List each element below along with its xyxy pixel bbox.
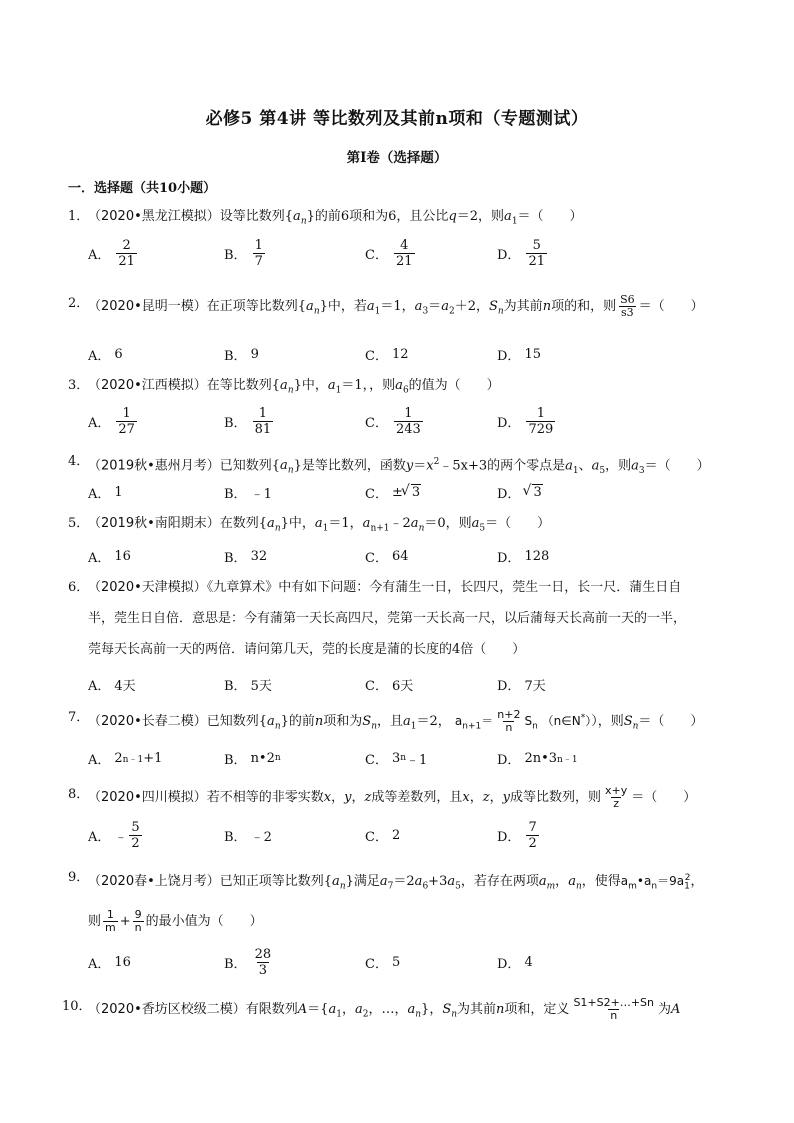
option-d[interactable]: D． 2n•3 n﹣1	[497, 750, 578, 768]
option-c[interactable]: C． 5	[365, 954, 401, 972]
option-c[interactable]: C． ± √ 3	[365, 475, 421, 509]
option-d[interactable]: D． $\frac{5}{21}$	[497, 237, 545, 269]
question-8-options	[88, 818, 728, 852]
option-b[interactable]: B． 9	[224, 346, 259, 364]
option-a[interactable]: A． 16	[88, 954, 131, 972]
option-d[interactable]: D． 4	[497, 954, 533, 972]
question-7-options	[88, 741, 728, 775]
question-9-line-2: 则 $\frac{1}{m}$ + $\frac{9}{n}$ 的最小值为（ ）	[88, 908, 263, 934]
question-9-options	[88, 945, 728, 979]
option-b[interactable]: B． ﹣2	[224, 829, 272, 845]
question-1-options	[88, 236, 728, 270]
question-4-options	[88, 475, 728, 509]
option-b[interactable]: B． n•2 n	[224, 750, 281, 768]
option-a[interactable]: A． $\frac{2}{21}$	[88, 237, 135, 269]
question-5: 5． （2019秋•南阳期末）在数列$\{a_n\}$中，$a_1=1$，$a_{n+1}﹣2a_n=0$，则$a_5=$（ ）	[68, 516, 551, 534]
question-10: 10． （2020•香坊区校级二模）有限数列$A=\{a_1$，$a_2$，…，$a_n$}，$S_n$为其前n项和，定义 $\frac{S1+S2+\dots+Sn}{n}$ 为A	[62, 996, 681, 1022]
option-c[interactable]: C． 2	[365, 827, 401, 845]
option-b[interactable]: B． $\frac{1}{7}$	[224, 237, 263, 269]
option-d[interactable]: D． 7天	[497, 678, 546, 694]
question-6-line-3: 莞每天长高前一天的两倍．请问第几天，莞的长度是蒲的长度的4倍（ ）	[88, 642, 526, 657]
option-d[interactable]: D． $\frac{7}{2}$	[497, 819, 537, 851]
option-c[interactable]: C． 12	[365, 346, 409, 364]
option-a[interactable]: A． 4天	[88, 678, 136, 694]
question-7: 7． （2020•长春二模）已知数列$\{a_n\}$的前n项和为$S_n$，且$a_1=2$， $a_{n+1}=$ $\frac{n+2}{n}$ $S_n$ （n∈N*）），则$S_n=$（ ）	[68, 708, 704, 734]
option-c[interactable]: C． 6天	[365, 678, 414, 694]
option-d[interactable]: D． 15	[497, 346, 541, 364]
option-b[interactable]: B． ﹣1	[224, 486, 272, 502]
option-c[interactable]: C． 3 n ﹣1	[365, 750, 428, 768]
option-a[interactable]: A． 2 n﹣1 +1	[88, 750, 163, 768]
question-4: 4． （2019秋•惠州月考）已知数列$\{a_n\}$是等比数列，函数$y=x^2﹣5x+3$的两个零点是$a_1$、$a_5$，则$a_3=$（ ）	[68, 454, 710, 476]
question-3: 3． （2020•江西模拟）在等比数列$\{a_n\}$中，$a_1=1$，，则$a_6$的值为（ ）	[68, 378, 500, 396]
option-c[interactable]: C． $\frac{1}{243}$	[365, 405, 421, 437]
option-b[interactable]: B． $\frac{28}{3}$	[224, 946, 272, 978]
question-2: 2． （2020•昆明一模）在正项等比数列$\{a_n\}$中，若$a_1=1$，$a_3=a_2+2$，$S_n$为其前n项的和，则 $\frac{S6}{s3}$ ＝（ ）	[68, 293, 704, 319]
option-b[interactable]: B． $\frac{1}{81}$	[224, 405, 272, 437]
question-8: 8． （2020•四川模拟）若不相等的非零实数x，y，z成等差数列，且x，z，y成等比数列，则 $\frac{x+y}{z}$ ＝（ ）	[68, 784, 697, 810]
question-1: 1． （2020•黑龙江模拟）设等比数列$\{a_n\}$的前6项和为6，且公比q＝2，则$a_1=$（ ）	[68, 209, 583, 227]
question-6-line-1: 6． （2020•天津模拟）《九章算术》中有如下问题：今有蒲生一日，长四尺，莞生一日，长一尺．蒲生日自	[68, 580, 682, 595]
question-6-line-2: 半，莞生日自倍．意思是：今有蒲第一天长高四尺，莞第一天长高一尺，以后蒲每天长高前一天的一半，	[88, 611, 687, 626]
option-c[interactable]: C． 64	[365, 548, 409, 566]
option-d[interactable]: D． 128	[497, 548, 550, 566]
question-2-options	[88, 337, 728, 371]
option-a[interactable]: A． 6	[88, 346, 123, 364]
option-b[interactable]: B． 5天	[224, 678, 272, 694]
option-a[interactable]: A． 16	[88, 548, 131, 566]
page-title: 必修5 第4讲 等比数列及其前n项和（专题测试）	[205, 109, 589, 129]
section-heading: 一．选择题（共10小题）	[68, 181, 217, 196]
question-5-options	[88, 539, 728, 573]
option-a[interactable]: A． $\frac{1}{27}$	[88, 405, 135, 437]
option-d[interactable]: D． $\frac{1}{729}$	[497, 405, 554, 437]
option-d[interactable]: D． √ 3	[497, 475, 543, 509]
volume-heading: 第Ⅰ卷（选择题）	[346, 150, 448, 166]
option-c[interactable]: C． $\frac{4}{21}$	[365, 237, 413, 269]
question-6-options	[88, 667, 728, 701]
option-a[interactable]: A． 1	[88, 484, 123, 502]
question-9: 9． （2020春•上饶月考）已知正项等比数列$\{a_n\}$满足$a_7=2a_6+3a_5$，若存在两项$a_m$，$a_n$，使得$a_m•a_n=9a_1^2$，	[68, 870, 704, 892]
option-a[interactable]: A． ﹣ $\frac{5}{2}$	[88, 819, 140, 851]
option-b[interactable]: B． 32	[224, 548, 268, 566]
question-3-options	[88, 404, 728, 438]
